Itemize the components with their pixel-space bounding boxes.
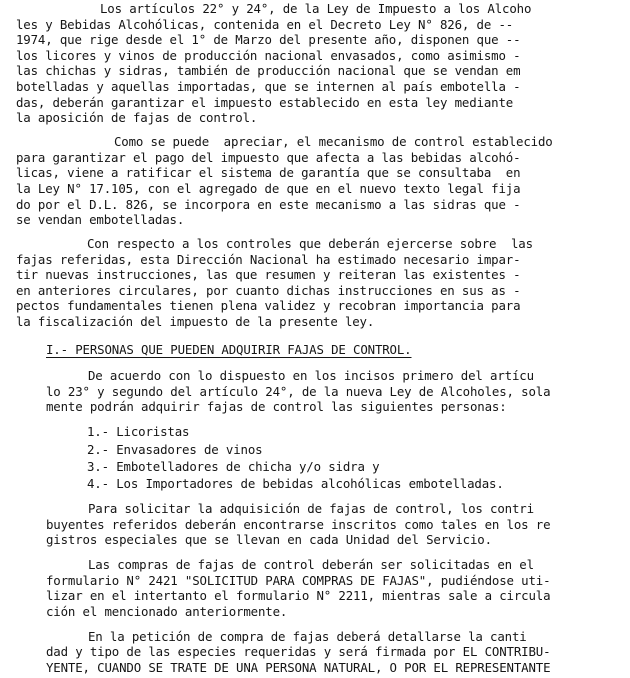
text-line: las chichas y sidras, también de producción nacional que se vendan em — [16, 63, 521, 79]
list-item: 4.- Los Importadores de bebidas alcohólicas embotelladas. — [87, 476, 504, 492]
text-line: YENTE, CUANDO SE TRATE DE UNA PERSONA NATURAL, O POR EL REPRESENTANTE — [46, 660, 551, 675]
text-line: los licores y vinos de producción nacional envasados, como asimismo - — [16, 47, 521, 63]
text-line: ción el mencionado anteriormente. — [46, 604, 288, 619]
text-line: gistros especiales que se llevan en cada Unidad del Servicio. — [46, 532, 492, 548]
text-line: En la petición de compra de fajas deberá detallarse la canti — [88, 628, 527, 644]
text-line: botelladas y aquellas importadas, que se internen al país embotella - — [16, 79, 521, 94]
text-line: la fiscalización del impuesto de la presente ley. — [16, 314, 375, 329]
text-line: pectos fundamentales tienen plena validez y recobran importancia para — [16, 298, 521, 314]
text-line: Para solicitar la adquisición de fajas de control, los contri — [88, 501, 534, 517]
list-item: 1.- Licoristas — [87, 424, 190, 440]
text-line: Las compras de fajas de control deberán ser solicitadas en el — [88, 557, 534, 573]
text-line: la aposición de fajas de control. — [16, 110, 258, 126]
text-line: Con respecto a los controles que deberán ejercerse sobre las — [87, 236, 533, 251]
text-line: De acuerdo con lo dispuesto en los incisos primero del artícu — [88, 368, 534, 384]
text-line: Los artículos 22° y 24°, de la Ley de Impuesto a los Alcoho — [100, 1, 532, 16]
text-line: se vendan embotelladas. — [16, 212, 185, 228]
text-line: das, deberán garantizar el impuesto establecido en esta ley mediante — [16, 94, 514, 110]
text-line: formulario N° 2421 "SOLICITUD PARA COMPRAS DE FAJAS", pudiéndose uti- — [46, 572, 551, 588]
text-line: dad y tipo de las especies requeridas y será firmada por EL CONTRIBU- — [46, 644, 551, 660]
text-line: para garantizar el pago del impuesto que afecta a las bebidas alcohó- — [16, 149, 521, 165]
text-line: la Ley N° 17.105, con el agregado de que en el nuevo texto legal fija — [16, 180, 521, 196]
text-line: les y Bebidas Alcohólicas, contenida en el Decreto Ley N° 826, de -- — [16, 16, 514, 32]
text-line: lizar en el intertanto el formulario N° 2211, mientras sale a circula — [46, 588, 551, 604]
text-line: en anteriores circulares, por cuanto dichas instrucciones en sus as - — [16, 282, 521, 298]
text-line: mente podrán adquirir fajas de control las siguientes personas: — [46, 399, 507, 415]
text-line: Como se puede apreciar, el mecanismo de control establecido — [114, 134, 553, 150]
text-line: lo 23° y segundo del artículo 24°, de la nueva Ley de Alcoholes, sola — [46, 383, 551, 399]
text-line: licas, viene a ratificar el sistema de garantía que se consultaba en — [16, 165, 521, 181]
text-line: 1974, que rige desde el 1° de Marzo del presente año, disponen que -- — [16, 32, 521, 48]
text-line: buyentes referidos deberán encontrarse inscritos como tales en los re — [46, 516, 551, 532]
text-line: do por el D.L. 826, se incorpora en este mecanismo a las sidras que - — [16, 196, 521, 212]
text-line: tir nuevas instrucciones, las que resumen y reiteran las existentes - — [16, 267, 521, 283]
list-item: 3.- Embotelladores de chicha y/o sidra y — [87, 459, 380, 474]
text-line: fajas referidas, esta Dirección Nacional ha estimado necesario impar- — [16, 251, 521, 267]
list-item: 2.- Envasadores de vinos — [87, 441, 263, 457]
section-heading: I.- PERSONAS QUE PUEDEN ADQUIRIR FAJAS DE CONTROL. — [46, 341, 412, 357]
